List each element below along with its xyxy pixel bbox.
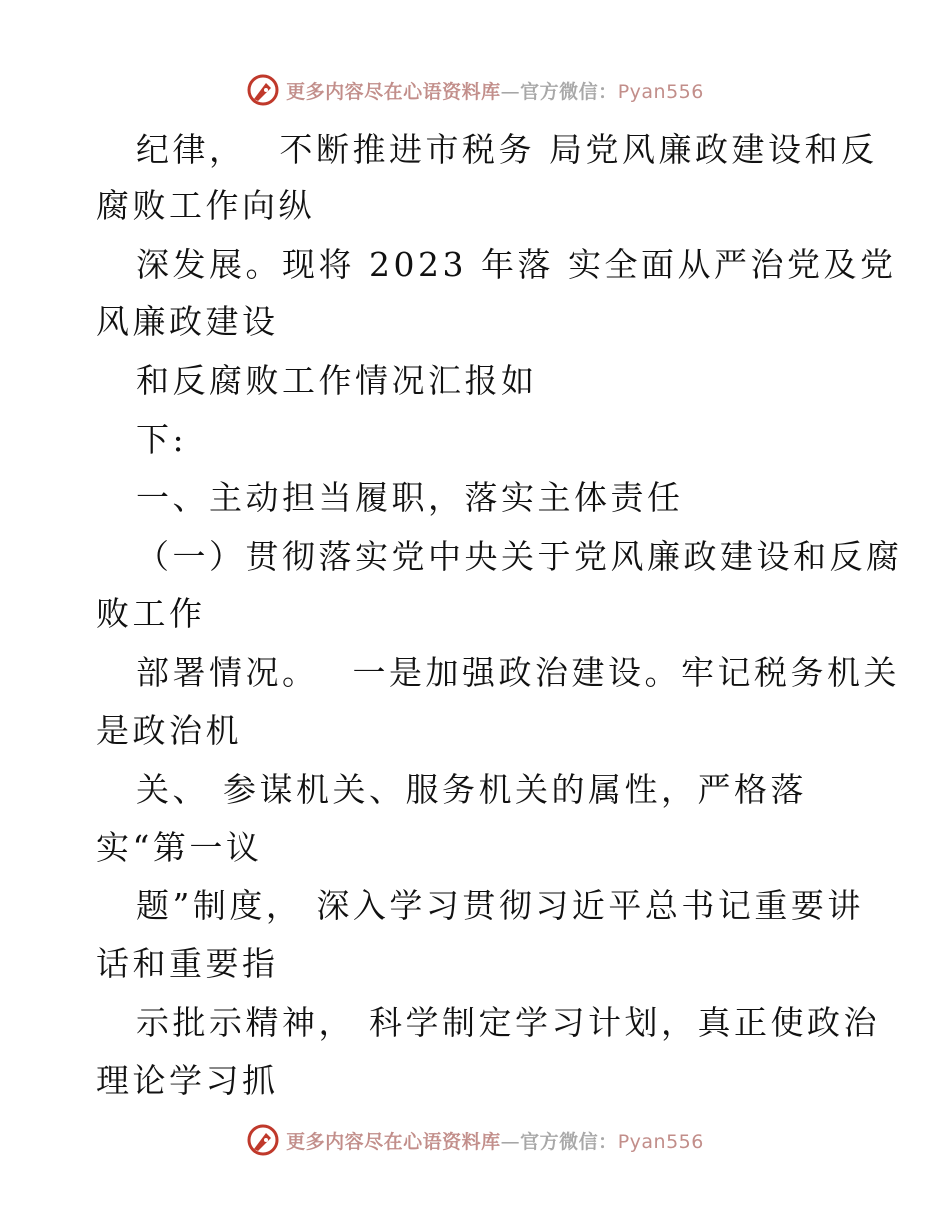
paragraph-line: 和反腐败工作情况汇报如 (136, 361, 538, 400)
pen-nib-logo-icon (246, 1123, 280, 1157)
paragraph-line: 深发展。现将 2023 年落 实全面从严治党及党 (136, 245, 897, 284)
paragraph-line: 话和重要指 (96, 944, 279, 983)
watermark-site-text: 更多内容尽在心语资料库 (286, 1130, 501, 1153)
paragraph-line: 纪律， 不断推进市税务 局党风廉政建设和反 (136, 130, 878, 169)
header-watermark (0, 70, 950, 110)
watermark-site-text: 更多内容尽在心语资料库 (286, 80, 501, 103)
paragraph-line: 部署情况。 一是加强政治建设。牢记税务机关 (136, 653, 900, 692)
paragraph-line: 败工作 (96, 594, 206, 633)
paragraph-line: 风廉政建设 (96, 302, 279, 341)
watermark-wechat-id: Pyan556 (617, 1130, 704, 1153)
paragraph-line: 示批示精神， 科学制定学习计划，真正使政治 (136, 1003, 880, 1042)
paragraph-line: 腐败工作向纵 (96, 186, 315, 225)
section-heading: 一、主动担当履职，落实主体责任 (136, 478, 684, 517)
watermark-wechat-id: Pyan556 (617, 80, 704, 103)
footer-watermark (0, 1120, 950, 1160)
paragraph-line: 理论学习抓 (96, 1061, 279, 1100)
watermark-wechat-label: 官方微信： (520, 1130, 618, 1153)
subsection-heading: （一）贯彻落实党中央关于党风廉政建设和反腐 (136, 537, 903, 576)
paragraph-line: 下: (136, 420, 188, 459)
paragraph-line: 实“第一议 (96, 828, 263, 867)
watermark-dash: — (500, 1130, 521, 1153)
watermark-dash: — (500, 80, 521, 103)
paragraph-line: 是政治机 (96, 711, 242, 750)
paragraph-line: 题”制度， 深入学习贯彻习近平总书记重要讲 (136, 886, 864, 925)
watermark-wechat-label: 官方微信： (520, 80, 618, 103)
paragraph-line: 关、 参谋机关、服务机关的属性，严格落 (136, 770, 807, 809)
pen-nib-logo-icon (246, 73, 280, 107)
